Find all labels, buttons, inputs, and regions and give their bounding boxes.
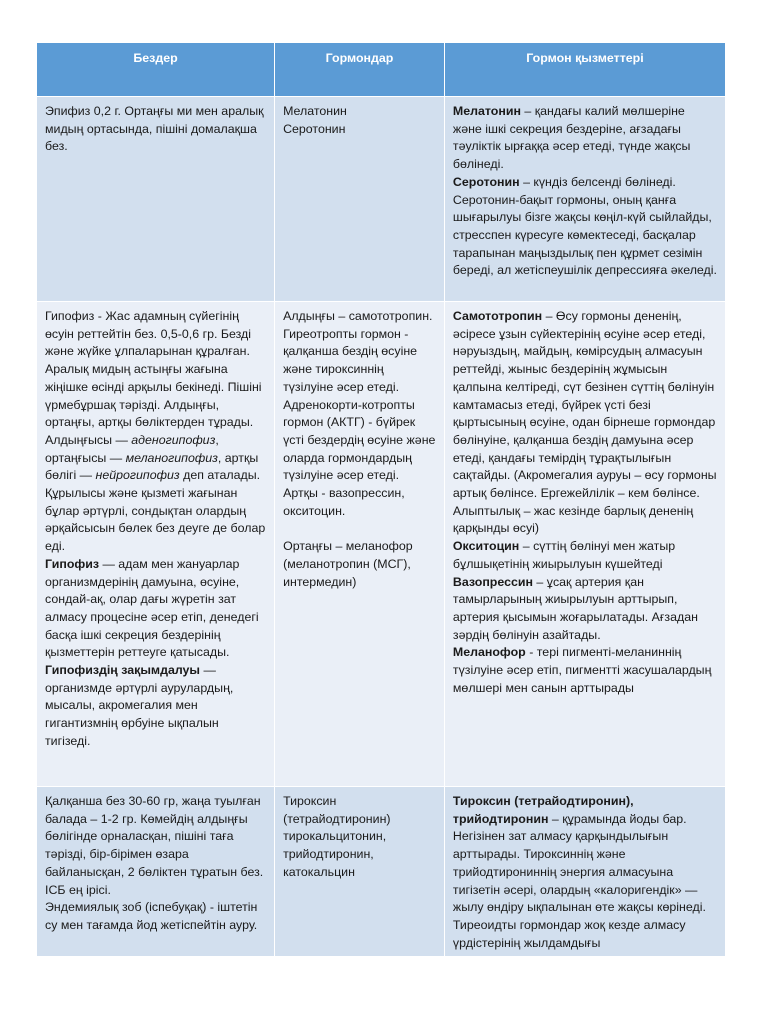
header-functions: Гормон қызметтері bbox=[444, 43, 725, 97]
hormones-cell bbox=[275, 302, 445, 787]
function-term: Серотонин bbox=[452, 174, 520, 189]
table-row bbox=[37, 302, 725, 787]
gland-text: Эпифиз 0,2 г. Ортаңғы ми мен аралық мидың ортасында, пішіні домалақша без. bbox=[45, 104, 264, 154]
table-header-row bbox=[37, 43, 725, 97]
gland-paragraph: Гипофиз — адам мен жануарлар организмдерінің дамуына, өсуіне, сондай-ақ, олар дағы жүретін зат алмасу процесіне әсер етіп, денедегі басқа ішкі секреция бездерінің қызметтерін реттеуге қатысады. bbox=[45, 556, 259, 660]
hormone-item: Серотонин bbox=[283, 121, 346, 136]
hormone-paragraph: Тироксин (тетрайодтиронин) тирокальцитонин, трийодтиронин, катокальцин bbox=[283, 794, 391, 879]
functions-cell bbox=[444, 97, 725, 302]
functions-cell bbox=[444, 302, 725, 787]
gland-paragraph: Эндемиялық зоб (іспебуқақ) - іштетін су мен тағамда йод жетіспейтін ауру. bbox=[45, 900, 258, 932]
function-paragraph: Самототропин – Өсу гормоны дененің, әсіресе ұзын сүйектерінің өсуіне әсер етеді, нәруыздың, майдың, көмірсудың алмасуын реттейді, жыныс бездерінің жұмысын қалпына келтіреді, сүт безінен сүттің бөлінуін камтамасыз етеді, бүйрек үсті безі қыртысының өсуіне, одан бірнеше гормондар бөлінуіне, қалқанша бездің дамуына әсер етеді, қандағы темірдің тұрақтылығын сақтайды. (Акромегалия ауруы – өсу гормоны артық бөлінсе. Ергежейлілік – кем бөлінсе. Алыптылық – жас кезінде барлық дененің қарқынды өсуі) bbox=[452, 309, 717, 536]
function-paragraph: Тироксин (тетрайодтиронин), трийодтиронин – құрамында йоды бар. Негізінен зат алмасу қарқындылығын арттырады. Тироксиннің және трийодтирониннің энергия алмасуына тигізетін әсері, олардың «калоригендік» — жылу өндіру ықпалынан өте жақсы көрінеді. Тиреоидты гормондар жоқ кезде алмасу үрдістерінің жылдамдығы bbox=[452, 794, 706, 950]
hormone-paragraph: Алдыңғы – самототропин. Гиреотропты гормон - қалқанша бездің өсуіне және тироксиннің түзілуіне әсер етеді. Адренокорти-котропты гормон (АКТГ) - бүйрек үсті бездердің өсуіне және оларда гормондардың түзілуіне әсер етеді. Артқы - вазопрессин, окситоцин. bbox=[283, 309, 436, 518]
hormones-cell bbox=[275, 97, 445, 302]
function-term: Меланофор bbox=[452, 645, 526, 660]
functions-cell bbox=[444, 787, 725, 957]
function-term: Мелатонин bbox=[452, 104, 521, 118]
function-paragraph: Вазопрессин – ұсақ артерия қан тамырларының жиырылуын арттырып, артерия қысымын жоғарылатады. Ағзадан зәрдің бөлінуін азайтады. bbox=[452, 574, 698, 642]
gland-term: Гипофиз bbox=[45, 556, 100, 571]
function-term: Самототропин bbox=[452, 309, 543, 323]
function-term: Тироксин (тетрайодтиронин), трийодтиронин bbox=[452, 794, 634, 826]
hormone-paragraph: Ортаңғы – меланофор (меланотропин (МСГ), интермедин) bbox=[283, 539, 413, 589]
header-glands: Бездер bbox=[37, 43, 275, 97]
endocrine-table bbox=[37, 43, 725, 957]
function-paragraph: Окситоцин – сүттің бөлінуі мен жатыр бұлшықетінің жиырылуын күшейтеді bbox=[452, 539, 676, 571]
header-hormones: Гормондар bbox=[275, 43, 445, 97]
table-row bbox=[37, 787, 725, 957]
gland-term: Гипофиздің зақымдалуы bbox=[45, 663, 201, 678]
function-paragraph: Серотонин – күндіз белсенді бөлінеді. Серотонин-бақыт гормоны, оның қанға шығарылуы бізге жақсы көңіл-күй сыйлайды, стресспен күресуге көмектеседі, басқалар тарапынан маңыздылық пен құрмет сезімін береді, ал жетіспеушілік депрессияға әкеледі. bbox=[452, 174, 717, 278]
function-term: Вазопрессин bbox=[452, 574, 533, 589]
gland-paragraph: Гипофиз - Жас адамның сүйегінің өсуін реттейтін без. 0,5-0,6 гр. Безді және жүйке ұлпаларынан құралған. Аралық мидың астыңғы жағына жіңішке өсінді арқылы бекінеді. Пішіні үрмебұршақ тәрізді. Алдыңғы, ортаңғы, артқы бөліктерден тұрады. Алдыңғысы — аденогипофиз, ортаңғысы — меланогипофиз, артқы бөлігі — нейрогипофиз деп аталады. Құрылысы және қызметі жағынан бұлар әртүрлі, сондықтан олардың әрқайсысын бөлек без деуге де болар еді. bbox=[45, 309, 266, 554]
function-paragraph: Меланофор - тері пигменті-меланиннің түзілуіне әсер етіп, пигментті жасушалардың мөлшері мен санын арттырады bbox=[452, 645, 712, 695]
table-row bbox=[37, 97, 725, 302]
hormone-item: Мелатонин bbox=[283, 104, 347, 118]
function-paragraph: Мелатонин – қандағы калий мөлшеріне және ішкі секреция бездеріне, ағзадағы тәуліктік ырғаққа әсер етеді, түнде жақсы бөлінеді. bbox=[452, 104, 691, 172]
function-term: Окситоцин bbox=[452, 539, 520, 554]
gland-cell bbox=[37, 302, 275, 787]
hormones-cell bbox=[275, 787, 445, 957]
gland-cell bbox=[37, 97, 275, 302]
gland-paragraph: Қалқанша без 30-60 гр, жаңа туылған балада – 1-2 гр. Көмейдің алдыңғы бөлігінде орналасқан, пішіні таға тәрізді, бір-бірімен өзара байланысқан, 2 бөліктен тұратын без. ІСБ ең ірісі. bbox=[45, 794, 264, 897]
gland-cell bbox=[37, 787, 275, 957]
gland-paragraph: Гипофиздің зақымдалуы — организмде әртүрлі аурулардың, мысалы, акромегалия мен гигантизмнің өрбуіне ықпалын тигізеді. bbox=[45, 663, 234, 748]
